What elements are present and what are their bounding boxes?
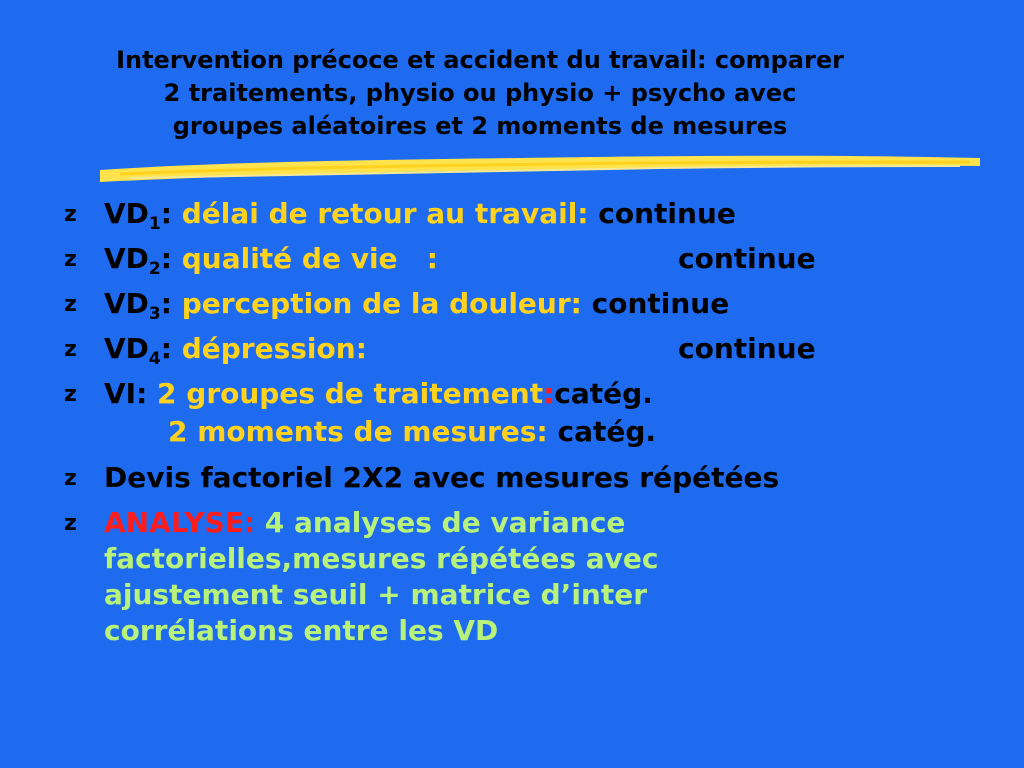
vd2-subscript: 2 <box>148 259 161 279</box>
bullet-marker-icon: z <box>64 511 77 536</box>
vd1-type: continue <box>598 197 736 230</box>
vi-line2-description: 2 moments de mesures: <box>168 415 548 448</box>
vd4-colon: : <box>160 332 172 365</box>
slide-title <box>40 44 920 143</box>
bullet-marker-icon: z <box>64 466 77 491</box>
vd2-colon: : <box>160 242 172 275</box>
vd1-colon: : <box>160 197 172 230</box>
bullet-marker-icon: z <box>64 202 77 227</box>
analyse-line2: factorielles,mesures répétées avec <box>104 542 659 575</box>
vd2-description: qualité de vie : <box>181 242 438 275</box>
analyse-line1: 4 analyses de variance <box>264 506 626 539</box>
title-line-1: Intervention précoce et accident du travail: comparer <box>116 46 844 74</box>
vd2-type: continue <box>678 242 816 275</box>
vd4-prefix: VD <box>104 332 149 365</box>
vd3-type: continue <box>591 287 730 320</box>
devis-text: Devis factoriel 2X2 avec mesures répétées <box>104 461 780 494</box>
vd1-description: délai de retour au travail: <box>181 197 589 230</box>
title-line-3: groupes aléatoires et 2 moments de mesures <box>172 112 788 140</box>
vd2-prefix: VD <box>104 242 149 275</box>
vd3-subscript: 3 <box>148 304 161 324</box>
vd4-type: continue <box>678 332 816 365</box>
title-underline-brushstroke <box>100 148 980 188</box>
vd3-description: perception de la douleur: <box>181 287 582 320</box>
vd1-prefix: VD <box>104 197 149 230</box>
vi-label: VI: <box>104 377 148 410</box>
bullet-marker-icon: z <box>64 292 77 317</box>
vd4-subscript: 4 <box>148 349 161 369</box>
analyse-label: ANALYSE: <box>104 506 256 539</box>
vi-line1-type: catég. <box>554 377 653 410</box>
vd4-description: dépression: <box>181 332 367 365</box>
vi-line1-description: 2 groupes de traitement <box>157 377 544 410</box>
vi-line2-type: catég. <box>557 415 657 448</box>
analyse-line3: ajustement seuil + matrice d’inter <box>104 578 648 611</box>
bullet-marker-icon: z <box>64 247 77 272</box>
bullet-marker-icon: z <box>64 382 77 407</box>
vd3-prefix: VD <box>104 287 149 320</box>
bullet-marker-icon: z <box>64 337 77 362</box>
analyse-line4: corrélations entre les VD <box>104 614 499 647</box>
title-line-2: 2 traitements, physio ou physio + psycho avec <box>163 79 797 107</box>
vi-line1-colon: : <box>543 377 555 410</box>
vd1-subscript: 1 <box>148 214 161 234</box>
vd3-colon: : <box>160 287 172 320</box>
